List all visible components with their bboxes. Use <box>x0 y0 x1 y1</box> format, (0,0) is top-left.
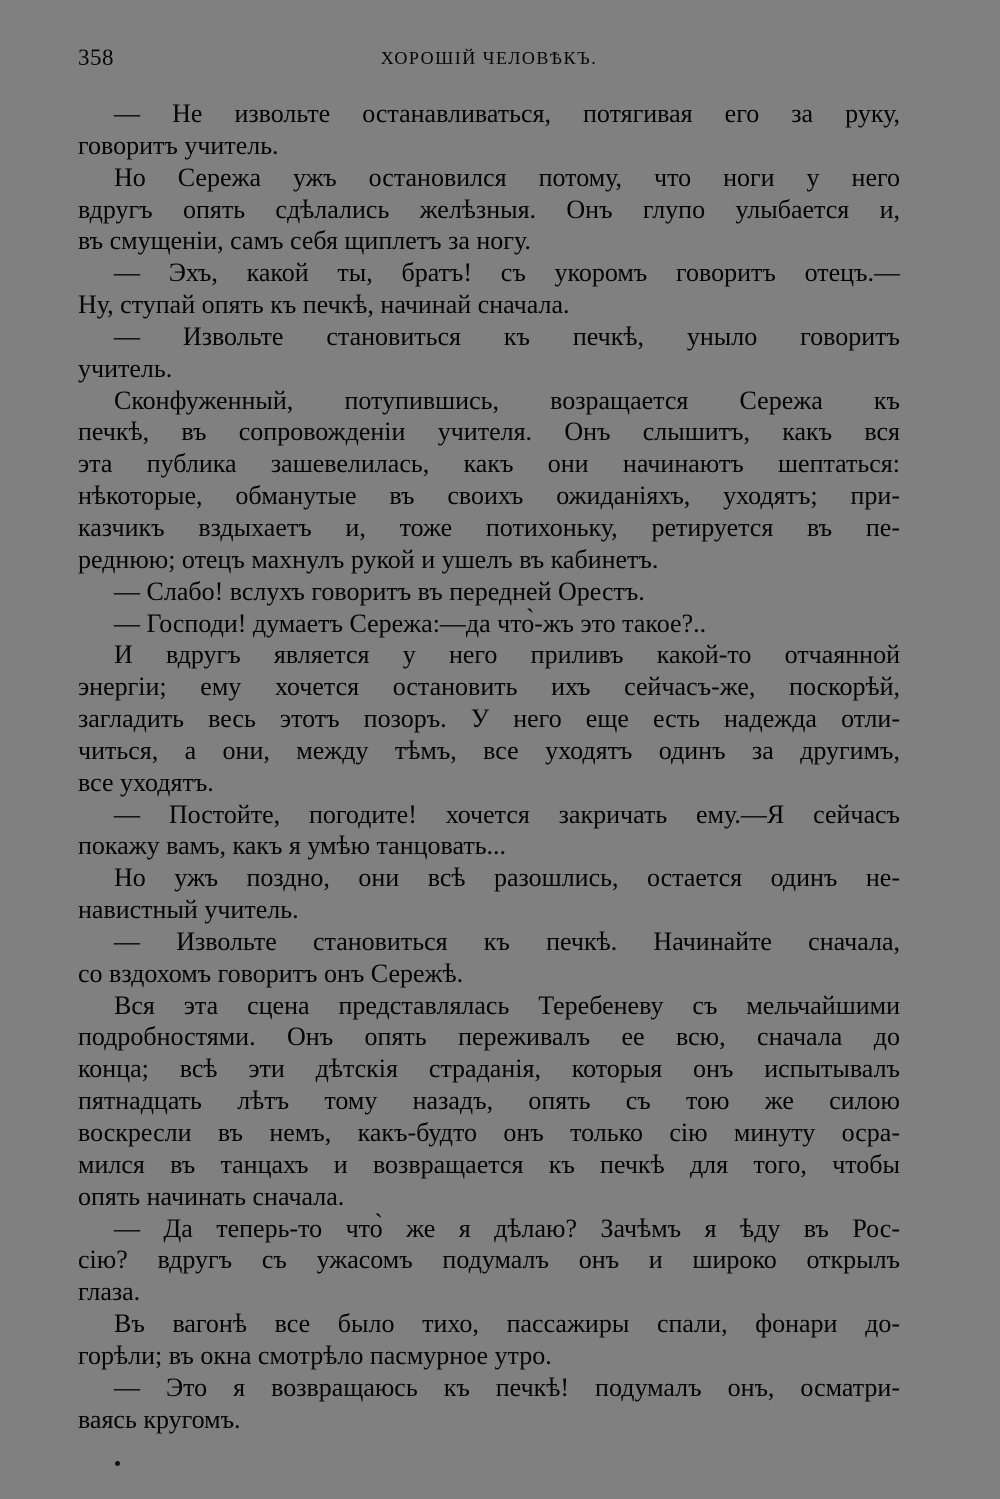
text-line: Но ужъ поздно, они всѣ разошлись, остается одинъ не- <box>114 863 900 893</box>
text-line: Но Сережа ужъ остановился потому, что ноги у него <box>114 162 900 192</box>
text-line: реднюю; отецъ махнулъ рукой и ушелъ въ кабинетъ. <box>78 544 659 574</box>
text-line: со вздохомъ говоритъ онъ Сережѣ. <box>78 958 464 988</box>
text-line: говоритъ учитель. <box>78 130 279 160</box>
text-line: въ смущеніи, самъ себя щиплетъ за ногу. <box>78 226 531 256</box>
text-line: конца; всѣ эти дѣтскія страданія, которыя онъ испытывалъ <box>78 1054 900 1084</box>
text-line: учитель. <box>78 353 173 383</box>
body-text <box>78 98 900 1435</box>
text-line: опять начинать сначала. <box>78 1181 345 1211</box>
text-line: — Эхъ, какой ты, братъ! съ укоромъ говоритъ отецъ.— <box>114 258 900 288</box>
text-line: Сконфуженный, потупившись, возращается Сережа къ <box>114 385 900 415</box>
text-line: нѣкоторые, обманутые въ своихъ ожиданіяхъ, уходятъ; при- <box>78 481 900 511</box>
text-line: — Господи! думаетъ Сережа:—да что̀-жъ это такое?.. <box>114 608 707 638</box>
ink-dot <box>115 1461 120 1466</box>
text-line: сію? вдругъ съ ужасомъ подумалъ онъ и широко открылъ <box>78 1245 900 1275</box>
text-line: покажу вамъ, какъ я умѣю танцовать... <box>78 831 507 861</box>
text-line: печкѣ, въ сопровожденіи учителя. Онъ слышитъ, какъ вся <box>78 417 900 447</box>
page-number: 358 <box>78 45 114 70</box>
text-line: эта публика зашевелилась, какъ они начинаютъ шептаться: <box>78 449 900 479</box>
text-line: ваясь кругомъ. <box>78 1404 241 1434</box>
text-line: энергіи; ему хочется остановить ихъ сейчасъ-же, поскорѣй, <box>78 672 900 702</box>
text-line: — Да теперь-то что̀ же я дѣлаю? Зачѣмъ я ѣду въ Рос- <box>114 1213 900 1243</box>
text-line: — Слабо! вслухъ говоритъ въ передней Орестъ. <box>114 576 645 606</box>
text-line: навистный учитель. <box>78 895 299 925</box>
text-line: И вдругъ является у него приливъ какой-то отчаянной <box>114 640 900 670</box>
text-line: — Постойте, погодите! хочется закричать ему.—Я сейчасъ <box>114 799 900 829</box>
text-line: Вся эта сцена представлялась Теребеневу съ мельчайшими <box>114 990 900 1020</box>
text-line: воскресли въ немъ, какъ-будто онъ только сію минуту осра- <box>78 1118 900 1147</box>
text-line: Ну, ступай опять къ печкѣ, начинай сначала. <box>78 290 570 320</box>
text-line: — Не извольте останавливаться, потягивая его за руку, <box>114 99 900 128</box>
text-line: Въ вагонѣ все было тихо, пассажиры спали, фонари до- <box>114 1309 900 1339</box>
text-line: глаза. <box>78 1277 141 1307</box>
page-header <box>78 42 900 76</box>
text-line: загладить весь этотъ позоръ. У него еще есть надежда отли- <box>78 704 900 734</box>
text-line: — Это я возвращаюсь къ печкѣ! подумалъ онъ, осматри- <box>114 1372 900 1402</box>
text-line: читься, а они, между тѣмъ, все уходятъ одинъ за другимъ, <box>78 735 900 765</box>
text-line: подробностями. Онъ опять переживалъ ее всю, сначала до <box>78 1022 900 1052</box>
text-line: вдругъ опять сдѣлались желѣзныя. Онъ глупо улыбается и, <box>78 194 900 224</box>
text-line: — Извольте становиться къ печкѣ, уныло говоритъ <box>114 321 900 351</box>
text-line: горѣли; въ окна смотрѣло пасмурное утро. <box>78 1340 552 1370</box>
text-line: мился въ танцахъ и возвращается къ печкѣ для того, чтобы <box>78 1149 900 1179</box>
text-line: все уходятъ. <box>78 767 214 797</box>
text-line: пятнадцать лѣтъ тому назадъ, опять съ тою же силою <box>78 1086 900 1116</box>
text-line: — Извольте становиться къ печкѣ. Начинайте сначала, <box>114 926 900 956</box>
running-title: ХОРОШІЙ ЧЕЛОВѢКЪ. <box>380 48 598 68</box>
text-line: казчикъ вздыхаетъ и, тоже потихоньку, ретируется въ пе- <box>78 512 900 542</box>
